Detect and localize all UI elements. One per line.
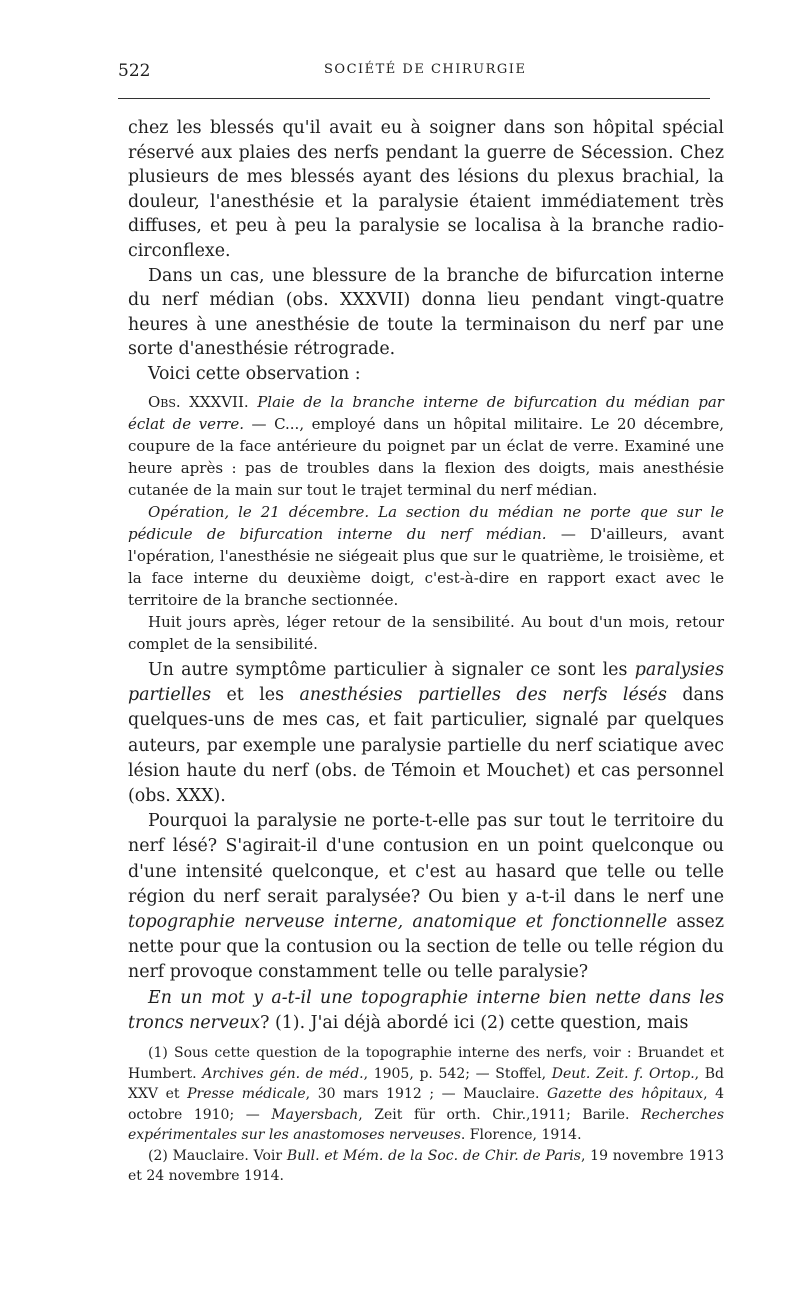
- para5-text-a: Pourquoi la paralysie ne porte-t-elle pas sur tout le territoire du nerf lésé? S'agirait-il d'une contusion en un point quelconque ou d'une intensité quelconque, et c'est au hasard que telle ou telle région du nerf serait paralysée? Ou bien y a-t-il dans le nerf une: [128, 811, 724, 907]
- fn2-c: , 19 novembre 1913 et 24 novembre 1914.: [128, 1147, 724, 1184]
- paragraph-4: [128, 658, 724, 809]
- fn1-h: Gazette des hôpitaux: [547, 1086, 704, 1102]
- paragraph-3: Voici cette observation :: [148, 363, 361, 384]
- fn1-l: Recherches expérimentales sur les anastomoses nerveuses: [128, 1106, 725, 1143]
- main-text-top: [128, 116, 724, 387]
- fn2-a: (2) Mauclaire. Voir: [148, 1147, 287, 1164]
- observation-intro: [128, 391, 724, 501]
- page-number: 522: [118, 61, 151, 81]
- fn1-a: (1) Sous cette question de la topographie interne des nerfs, voir : Bruandet et Humbert.: [128, 1045, 724, 1082]
- obs-title: Plaie de la branche interne de bifurcation du médian par éclat de verre.: [128, 393, 724, 433]
- paragraph-5: [128, 809, 724, 985]
- obs-label: Obs.: [148, 393, 181, 411]
- observation-block: [128, 391, 724, 655]
- para6-text-b: ? (1). J'ai déjà abordé ici (2) cette question, mais: [260, 1012, 689, 1033]
- para5-text-c: assez nette pour que la contusion ou la section de telle ou telle région du nerf provoque constamment telle ou telle paralysie?: [128, 912, 724, 983]
- footnote-2: [128, 1146, 724, 1187]
- fn1-b: Archives gén. de méd.: [202, 1065, 364, 1082]
- para4-text-a: Un autre symptôme particulier à signaler ce sont les: [148, 660, 635, 680]
- obs-operation-italic: Opération, le 21 décembre. La section du médian ne porte que sur le pédicule de bifurcation interne du nerf médian.: [128, 503, 724, 543]
- obs-body: — C..., employé dans un hôpital militaire. Le 20 décembre, coupure de la face antérieure du poignet par un éclat de verre. Examiné une heure après : pas de troubles dans la flexion des doigts, mais anesthésie cutanée de la main sur tout le trajet terminal du nerf médian.: [128, 415, 724, 499]
- paragraph-2: Dans un cas, une blessure de la branche de bifurcation interne du nerf médian (obs. XXXVII) donna lieu pendant vingt-quatre heures à une anesthésie de toute la terminaison du nerf par une sorte d'anesthésie rétrograde.: [128, 265, 724, 360]
- paragraph-1: chez les blessés qu'il avait eu à soigner dans son hôpital spécial réservé aux plaies des nerfs pendant la guerre de Sécession. Chez plusieurs de mes blessés ayant des lésions du plexus brachial, la douleur, l'anesthésie et la paralysie étaient immédiatement très diffuses, et peu à peu la paralysie se localisa à la branche radio-circonflexe.: [128, 118, 724, 261]
- fn1-g: , 30 mars 1912 ; — Mauclaire.: [305, 1086, 548, 1102]
- footnotes: [128, 1043, 724, 1187]
- para4-italic-d: anesthésies partielles des nerfs lésés: [299, 685, 667, 706]
- fn1-f: Presse médicale: [187, 1086, 306, 1102]
- obs-number: XXXVII.: [189, 393, 249, 411]
- fn1-m: . Florence, 1914.: [460, 1127, 582, 1143]
- obs-operation-body: — D'ailleurs, avant l'opération, l'anesthésie ne siégeait plus que sur le quatrième, le troisième, et la face interne du deuxième doigt, c'est-à-dire en rapport exact avec le territoire de la branche sectionnée.: [128, 525, 724, 609]
- page-header: [118, 61, 720, 83]
- para5-italic-b: topographie nerveuse interne, anatomique et fonctionnelle: [128, 912, 668, 933]
- paragraph-6: [128, 986, 724, 1036]
- fn1-i: , 4 octobre 1910; —: [128, 1086, 725, 1123]
- para4-italic-b: paralysies partielles: [128, 660, 724, 706]
- para6-italic-a: En un mot y a-t-il une topographie interne bien nette dans les troncs nerveux: [128, 987, 724, 1033]
- observation-follow-up: Huit jours après, léger retour de la sensibilité. Au bout d'un mois, retour complet de la sensibilité.: [128, 613, 724, 653]
- fn1-e: , Bd XXV et: [128, 1065, 724, 1102]
- main-text-bottom: [128, 658, 724, 1036]
- para4-text-c: et les: [211, 685, 300, 706]
- para4-text-e: dans quelques-uns de mes cas, et fait particulier, signalé par quelques auteurs, par exemple une paralysie partielle du nerf sciatique avec lésion haute du nerf (obs. de Témoin et Mouchet) et cas personnel (obs. XXX).: [128, 685, 724, 807]
- footnote-1: [128, 1043, 724, 1146]
- fn1-j: Mayersbach: [271, 1106, 359, 1123]
- fn2-b: Bull. et Mém. de la Soc. de Chir. de Paris: [286, 1147, 581, 1164]
- fn1-k: , Zeit für orth. Chir.,1911; Barile.: [358, 1106, 642, 1123]
- observation-operation: [128, 501, 724, 611]
- header-rule: [118, 98, 710, 99]
- fn1-c: , 1905, p. 542; — Stoffel,: [363, 1065, 552, 1082]
- fn1-d: Deut. Zeit. f. Ortop.: [551, 1065, 695, 1082]
- running-title: SOCIÉTÉ DE CHIRURGIE: [324, 62, 527, 77]
